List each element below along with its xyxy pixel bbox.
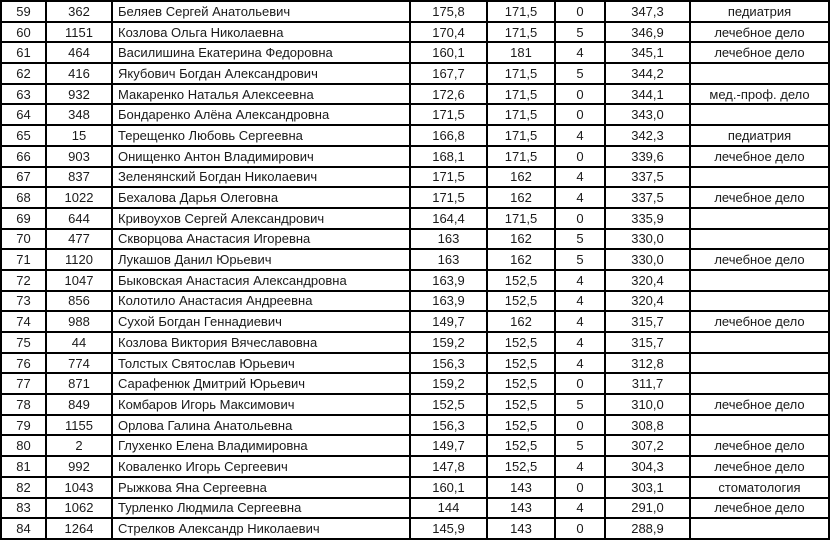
score2-cell: 181 — [487, 42, 555, 63]
rank-cell: 81 — [1, 456, 46, 477]
bonus-points-cell: 4 — [555, 187, 605, 208]
score2-cell: 143 — [487, 477, 555, 498]
score2-cell: 171,5 — [487, 104, 555, 125]
program-cell: педиатрия — [690, 125, 829, 146]
applicant-id-cell: 348 — [46, 104, 112, 125]
applicant-id-cell: 416 — [46, 63, 112, 84]
rank-cell: 79 — [1, 415, 46, 436]
score1-cell: 147,8 — [410, 456, 487, 477]
score2-cell: 171,5 — [487, 63, 555, 84]
total-score-cell: 310,0 — [605, 394, 690, 415]
total-score-cell: 288,9 — [605, 518, 690, 539]
rank-cell: 67 — [1, 167, 46, 188]
program-cell: лечебное дело — [690, 249, 829, 270]
program-cell: стоматология — [690, 477, 829, 498]
bonus-points-cell: 4 — [555, 498, 605, 519]
applicant-id-cell: 1264 — [46, 518, 112, 539]
table-row — [1, 291, 829, 312]
bonus-points-cell: 0 — [555, 1, 605, 22]
total-score-cell: 315,7 — [605, 332, 690, 353]
score1-cell: 163,9 — [410, 270, 487, 291]
bonus-points-cell: 4 — [555, 125, 605, 146]
applicant-id-cell: 2 — [46, 435, 112, 456]
total-score-cell: 303,1 — [605, 477, 690, 498]
rank-cell: 76 — [1, 353, 46, 374]
rank-cell: 64 — [1, 104, 46, 125]
bonus-points-cell: 0 — [555, 477, 605, 498]
applicant-name-cell: Толстых Святослав Юрьевич — [112, 353, 410, 374]
rank-cell: 84 — [1, 518, 46, 539]
score2-cell: 171,5 — [487, 1, 555, 22]
score1-cell: 159,2 — [410, 332, 487, 353]
rank-cell: 59 — [1, 1, 46, 22]
program-cell — [690, 229, 829, 250]
applicant-id-cell: 1043 — [46, 477, 112, 498]
bonus-points-cell: 5 — [555, 229, 605, 250]
applicant-name-cell: Козлова Ольга Николаевна — [112, 22, 410, 43]
total-score-cell: 291,0 — [605, 498, 690, 519]
score2-cell: 143 — [487, 518, 555, 539]
program-cell: лечебное дело — [690, 311, 829, 332]
bonus-points-cell: 0 — [555, 518, 605, 539]
table-row — [1, 104, 829, 125]
applicant-id-cell: 1047 — [46, 270, 112, 291]
program-cell: лечебное дело — [690, 146, 829, 167]
bonus-points-cell: 4 — [555, 42, 605, 63]
program-cell: лечебное дело — [690, 498, 829, 519]
program-cell: педиатрия — [690, 1, 829, 22]
table-row — [1, 146, 829, 167]
program-cell — [690, 291, 829, 312]
rank-cell: 61 — [1, 42, 46, 63]
applicant-id-cell: 903 — [46, 146, 112, 167]
applicant-name-cell: Быковская Анастасия Александровна — [112, 270, 410, 291]
applicant-name-cell: Скворцова Анастасия Игоревна — [112, 229, 410, 250]
bonus-points-cell: 4 — [555, 167, 605, 188]
rank-cell: 68 — [1, 187, 46, 208]
applicant-id-cell: 44 — [46, 332, 112, 353]
total-score-cell: 347,3 — [605, 1, 690, 22]
applicant-name-cell: Василишина Екатерина Федоровна — [112, 42, 410, 63]
total-score-cell: 320,4 — [605, 270, 690, 291]
score2-cell: 171,5 — [487, 125, 555, 146]
applicant-name-cell: Лукашов Данил Юрьевич — [112, 249, 410, 270]
rank-cell: 70 — [1, 229, 46, 250]
score1-cell: 171,5 — [410, 167, 487, 188]
total-score-cell: 337,5 — [605, 167, 690, 188]
table-row — [1, 477, 829, 498]
table-row — [1, 125, 829, 146]
applicant-name-cell: Орлова Галина Анатольевна — [112, 415, 410, 436]
score2-cell: 152,5 — [487, 456, 555, 477]
program-cell — [690, 63, 829, 84]
score1-cell: 145,9 — [410, 518, 487, 539]
score2-cell: 152,5 — [487, 332, 555, 353]
table-row — [1, 498, 829, 519]
score1-cell: 171,5 — [410, 187, 487, 208]
bonus-points-cell: 4 — [555, 456, 605, 477]
table-row — [1, 229, 829, 250]
applicant-id-cell: 1062 — [46, 498, 112, 519]
program-cell: лечебное дело — [690, 394, 829, 415]
score2-cell: 152,5 — [487, 394, 555, 415]
rank-cell: 73 — [1, 291, 46, 312]
applicant-id-cell: 849 — [46, 394, 112, 415]
score1-cell: 149,7 — [410, 435, 487, 456]
applicant-name-cell: Колотило Анастасия Андреевна — [112, 291, 410, 312]
rank-cell: 62 — [1, 63, 46, 84]
total-score-cell: 304,3 — [605, 456, 690, 477]
total-score-cell: 312,8 — [605, 353, 690, 374]
program-cell: лечебное дело — [690, 187, 829, 208]
score1-cell: 164,4 — [410, 208, 487, 229]
table-row — [1, 311, 829, 332]
total-score-cell: 308,8 — [605, 415, 690, 436]
applicant-name-cell: Рыжкова Яна Сергеевна — [112, 477, 410, 498]
applicant-id-cell: 1022 — [46, 187, 112, 208]
total-score-cell: 315,7 — [605, 311, 690, 332]
applicant-id-cell: 362 — [46, 1, 112, 22]
table-row — [1, 22, 829, 43]
score2-cell: 152,5 — [487, 270, 555, 291]
applicant-name-cell: Терещенко Любовь Сергеевна — [112, 125, 410, 146]
score1-cell: 175,8 — [410, 1, 487, 22]
applicant-name-cell: Беляев Сергей Анатольевич — [112, 1, 410, 22]
table-row — [1, 167, 829, 188]
score2-cell: 152,5 — [487, 291, 555, 312]
table-row — [1, 435, 829, 456]
applicant-name-cell: Комбаров Игорь Максимович — [112, 394, 410, 415]
score1-cell: 149,7 — [410, 311, 487, 332]
applicant-name-cell: Кривоухов Сергей Александрович — [112, 208, 410, 229]
table-row — [1, 208, 829, 229]
table-row — [1, 84, 829, 105]
applicant-id-cell: 644 — [46, 208, 112, 229]
rank-cell: 66 — [1, 146, 46, 167]
score2-cell: 152,5 — [487, 373, 555, 394]
bonus-points-cell: 5 — [555, 394, 605, 415]
applicant-id-cell: 1151 — [46, 22, 112, 43]
score1-cell: 163 — [410, 229, 487, 250]
bonus-points-cell: 0 — [555, 104, 605, 125]
applicant-id-cell: 774 — [46, 353, 112, 374]
applicant-name-cell: Стрелков Александр Николаевич — [112, 518, 410, 539]
applicant-name-cell: Турленко Людмила Сергеевна — [112, 498, 410, 519]
table-row — [1, 270, 829, 291]
program-cell — [690, 167, 829, 188]
score1-cell: 160,1 — [410, 477, 487, 498]
total-score-cell: 342,3 — [605, 125, 690, 146]
applicant-id-cell: 992 — [46, 456, 112, 477]
table-row — [1, 187, 829, 208]
applicant-name-cell: Сарафенюк Дмитрий Юрьевич — [112, 373, 410, 394]
bonus-points-cell: 0 — [555, 146, 605, 167]
rank-cell: 82 — [1, 477, 46, 498]
score1-cell: 156,3 — [410, 353, 487, 374]
score1-cell: 159,2 — [410, 373, 487, 394]
total-score-cell: 346,9 — [605, 22, 690, 43]
program-cell — [690, 208, 829, 229]
bonus-points-cell: 0 — [555, 84, 605, 105]
total-score-cell: 320,4 — [605, 291, 690, 312]
score1-cell: 170,4 — [410, 22, 487, 43]
score2-cell: 171,5 — [487, 146, 555, 167]
table-row — [1, 332, 829, 353]
table-row — [1, 373, 829, 394]
applicant-name-cell: Сухой Богдан Геннадиевич — [112, 311, 410, 332]
score1-cell: 163,9 — [410, 291, 487, 312]
total-score-cell: 344,1 — [605, 84, 690, 105]
program-cell — [690, 332, 829, 353]
total-score-cell: 344,2 — [605, 63, 690, 84]
program-cell — [690, 373, 829, 394]
applicant-id-cell: 856 — [46, 291, 112, 312]
table-row — [1, 518, 829, 539]
bonus-points-cell: 5 — [555, 249, 605, 270]
applicant-id-cell: 15 — [46, 125, 112, 146]
table-row — [1, 42, 829, 63]
total-score-cell: 343,0 — [605, 104, 690, 125]
total-score-cell: 345,1 — [605, 42, 690, 63]
score2-cell: 143 — [487, 498, 555, 519]
applicant-name-cell: Коваленко Игорь Сергеевич — [112, 456, 410, 477]
score1-cell: 171,5 — [410, 104, 487, 125]
rank-cell: 60 — [1, 22, 46, 43]
bonus-points-cell: 0 — [555, 373, 605, 394]
rank-cell: 78 — [1, 394, 46, 415]
program-cell: мед.-проф. дело — [690, 84, 829, 105]
program-cell — [690, 518, 829, 539]
applicant-name-cell: Глухенко Елена Владимировна — [112, 435, 410, 456]
program-cell: лечебное дело — [690, 435, 829, 456]
score2-cell: 171,5 — [487, 84, 555, 105]
applicant-id-cell: 464 — [46, 42, 112, 63]
total-score-cell: 337,5 — [605, 187, 690, 208]
score1-cell: 156,3 — [410, 415, 487, 436]
applicant-name-cell: Якубович Богдан Александрович — [112, 63, 410, 84]
score1-cell: 168,1 — [410, 146, 487, 167]
applicant-name-cell: Зеленянский Богдан Николаевич — [112, 167, 410, 188]
rank-cell: 72 — [1, 270, 46, 291]
applicant-id-cell: 932 — [46, 84, 112, 105]
table-row — [1, 249, 829, 270]
score2-cell: 162 — [487, 167, 555, 188]
table-row — [1, 63, 829, 84]
bonus-points-cell: 4 — [555, 270, 605, 291]
applicant-id-cell: 477 — [46, 229, 112, 250]
score2-cell: 162 — [487, 311, 555, 332]
table-row — [1, 394, 829, 415]
total-score-cell: 330,0 — [605, 229, 690, 250]
rank-cell: 65 — [1, 125, 46, 146]
total-score-cell: 330,0 — [605, 249, 690, 270]
table-body — [1, 1, 829, 539]
applicant-name-cell: Бехалова Дарья Олеговна — [112, 187, 410, 208]
bonus-points-cell: 4 — [555, 291, 605, 312]
score2-cell: 171,5 — [487, 22, 555, 43]
applicant-name-cell: Козлова Виктория Вячеславовна — [112, 332, 410, 353]
applicant-id-cell: 988 — [46, 311, 112, 332]
score1-cell: 144 — [410, 498, 487, 519]
rank-cell: 75 — [1, 332, 46, 353]
program-cell — [690, 104, 829, 125]
program-cell — [690, 353, 829, 374]
program-cell — [690, 270, 829, 291]
table-row — [1, 456, 829, 477]
total-score-cell: 335,9 — [605, 208, 690, 229]
applicant-id-cell: 837 — [46, 167, 112, 188]
rank-cell: 83 — [1, 498, 46, 519]
rank-cell: 80 — [1, 435, 46, 456]
rank-cell: 74 — [1, 311, 46, 332]
score2-cell: 152,5 — [487, 435, 555, 456]
program-cell: лечебное дело — [690, 22, 829, 43]
rank-cell: 71 — [1, 249, 46, 270]
score1-cell: 172,6 — [410, 84, 487, 105]
score1-cell: 167,7 — [410, 63, 487, 84]
score2-cell: 152,5 — [487, 415, 555, 436]
table-row — [1, 353, 829, 374]
table-row — [1, 1, 829, 22]
program-cell: лечебное дело — [690, 42, 829, 63]
score2-cell: 171,5 — [487, 208, 555, 229]
bonus-points-cell: 5 — [555, 63, 605, 84]
score1-cell: 152,5 — [410, 394, 487, 415]
applicant-id-cell: 1155 — [46, 415, 112, 436]
score2-cell: 162 — [487, 249, 555, 270]
bonus-points-cell: 4 — [555, 311, 605, 332]
score2-cell: 162 — [487, 229, 555, 250]
rank-cell: 77 — [1, 373, 46, 394]
applicant-name-cell: Макаренко Наталья Алексеевна — [112, 84, 410, 105]
total-score-cell: 311,7 — [605, 373, 690, 394]
applicant-name-cell: Онищенко Антон Владимирович — [112, 146, 410, 167]
score2-cell: 162 — [487, 187, 555, 208]
applicant-name-cell: Бондаренко Алёна Александровна — [112, 104, 410, 125]
applicant-id-cell: 1120 — [46, 249, 112, 270]
total-score-cell: 339,6 — [605, 146, 690, 167]
applicant-id-cell: 871 — [46, 373, 112, 394]
bonus-points-cell: 4 — [555, 332, 605, 353]
table-row — [1, 415, 829, 436]
program-cell — [690, 415, 829, 436]
total-score-cell: 307,2 — [605, 435, 690, 456]
bonus-points-cell: 5 — [555, 435, 605, 456]
score1-cell: 166,8 — [410, 125, 487, 146]
bonus-points-cell: 4 — [555, 353, 605, 374]
program-cell: лечебное дело — [690, 456, 829, 477]
bonus-points-cell: 0 — [555, 415, 605, 436]
score2-cell: 152,5 — [487, 353, 555, 374]
rank-cell: 63 — [1, 84, 46, 105]
bonus-points-cell: 0 — [555, 208, 605, 229]
bonus-points-cell: 5 — [555, 22, 605, 43]
score1-cell: 163 — [410, 249, 487, 270]
score1-cell: 160,1 — [410, 42, 487, 63]
rank-cell: 69 — [1, 208, 46, 229]
